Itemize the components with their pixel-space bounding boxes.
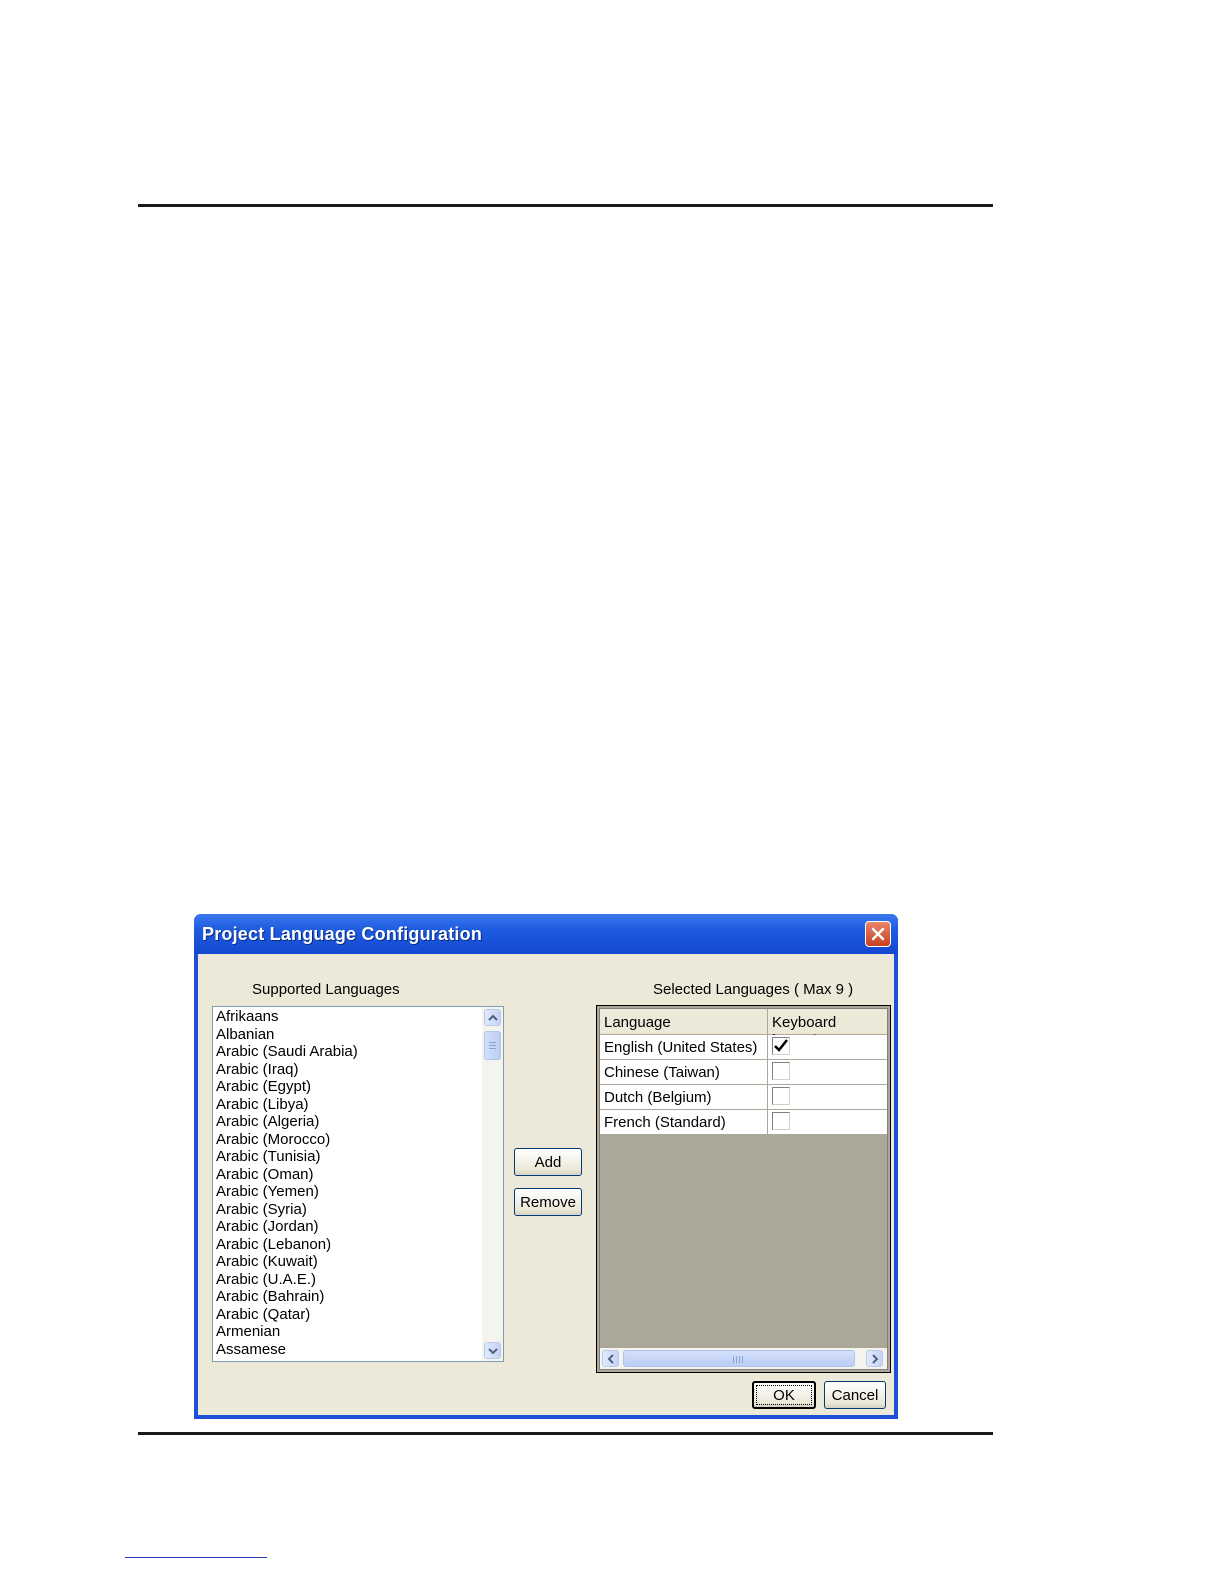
horizontal-scroll-thumb[interactable]: [623, 1350, 855, 1367]
footer-link-underline: [125, 1557, 267, 1558]
dialog-title: Project Language Configuration: [202, 924, 483, 944]
grid-language-cell[interactable]: English (United States): [600, 1035, 768, 1060]
close-icon: [871, 927, 885, 941]
scroll-up-button[interactable]: [484, 1009, 501, 1026]
chevron-left-icon: [607, 1354, 615, 1364]
keyboard-layout-checkbox[interactable]: [772, 1037, 790, 1055]
list-item[interactable]: Arabic (Tunisia): [216, 1148, 321, 1165]
list-item[interactable]: Arabic (Egypt): [216, 1078, 312, 1095]
list-item[interactable]: Arabic (Oman): [216, 1165, 314, 1183]
keyboard-layout-checkbox[interactable]: [772, 1112, 790, 1130]
chevron-up-icon: [488, 1014, 498, 1022]
chevron-right-icon: [871, 1354, 879, 1364]
supported-languages-items: [216, 1008, 358, 1358]
scroll-left-button[interactable]: [602, 1350, 619, 1367]
supported-languages-label: Supported Languages: [252, 981, 400, 998]
list-item[interactable]: Arabic (U.A.E.): [216, 1270, 317, 1288]
grid-keyboard-layout-cell: [768, 1110, 888, 1135]
list-item[interactable]: Arabic (Kuwait): [216, 1253, 318, 1270]
cancel-button[interactable]: Cancel: [824, 1381, 886, 1409]
grid-language-cell[interactable]: French (Standard): [600, 1110, 768, 1135]
list-item[interactable]: Armenian: [216, 1323, 281, 1340]
selected-languages-grid[interactable]: [596, 1005, 891, 1373]
list-item[interactable]: Arabic (Algeria): [216, 1113, 320, 1130]
ok-button[interactable]: OK: [752, 1381, 816, 1409]
list-item[interactable]: Arabic (Yemen): [216, 1183, 319, 1200]
top-rule: [138, 204, 993, 207]
list-item[interactable]: Afrikaans: [216, 1008, 279, 1025]
vertical-scrollbar[interactable]: [482, 1007, 503, 1361]
language-column-header[interactable]: Language: [600, 1009, 768, 1035]
grid-body: [599, 1008, 888, 1370]
horizontal-scrollbar[interactable]: [600, 1348, 887, 1369]
list-item[interactable]: Arabic (Jordan): [216, 1218, 319, 1235]
scroll-right-button[interactable]: [866, 1350, 883, 1367]
list-item[interactable]: Assamese: [216, 1340, 287, 1358]
grid-language-cell[interactable]: Dutch (Belgium): [600, 1085, 768, 1110]
scroll-thumb[interactable]: [484, 1031, 501, 1060]
chevron-down-icon: [488, 1347, 498, 1355]
grid-language-cell[interactable]: Chinese (Taiwan): [600, 1060, 768, 1085]
grid-keyboard-layout-cell: [768, 1060, 888, 1085]
grid-keyboard-layout-cell: [768, 1035, 888, 1060]
list-item[interactable]: Arabic (Bahrain): [216, 1288, 325, 1305]
remove-button[interactable]: Remove: [514, 1188, 582, 1216]
keyboard-layout-column-header[interactable]: Keyboard: [768, 1009, 888, 1035]
checkmark-icon: [773, 1038, 789, 1054]
dialog-client-area: [198, 954, 894, 1415]
title-bar[interactable]: [194, 914, 898, 954]
scroll-down-button[interactable]: [484, 1342, 501, 1359]
keyboard-layout-checkbox[interactable]: [772, 1087, 790, 1105]
selected-languages-label: Selected Languages ( Max 9 ): [653, 981, 854, 998]
list-item[interactable]: Arabic (Syria): [216, 1200, 307, 1218]
list-item[interactable]: Arabic (Iraq): [216, 1060, 299, 1078]
keyboard-layout-checkbox[interactable]: [772, 1062, 790, 1080]
project-language-dialog: [194, 914, 898, 1419]
list-item[interactable]: Albanian: [216, 1025, 275, 1043]
grid-keyboard-layout-cell: [768, 1085, 888, 1110]
list-item[interactable]: Arabic (Lebanon): [216, 1235, 332, 1253]
list-item[interactable]: Arabic (Qatar): [216, 1305, 311, 1323]
bottom-rule: [138, 1432, 993, 1435]
close-button[interactable]: [865, 921, 891, 947]
list-item[interactable]: Arabic (Saudi Arabia): [216, 1043, 358, 1060]
supported-languages-list[interactable]: [212, 1006, 504, 1362]
add-button[interactable]: Add: [514, 1148, 582, 1176]
list-item[interactable]: Arabic (Libya): [216, 1095, 309, 1113]
list-item[interactable]: Arabic (Morocco): [216, 1130, 331, 1148]
